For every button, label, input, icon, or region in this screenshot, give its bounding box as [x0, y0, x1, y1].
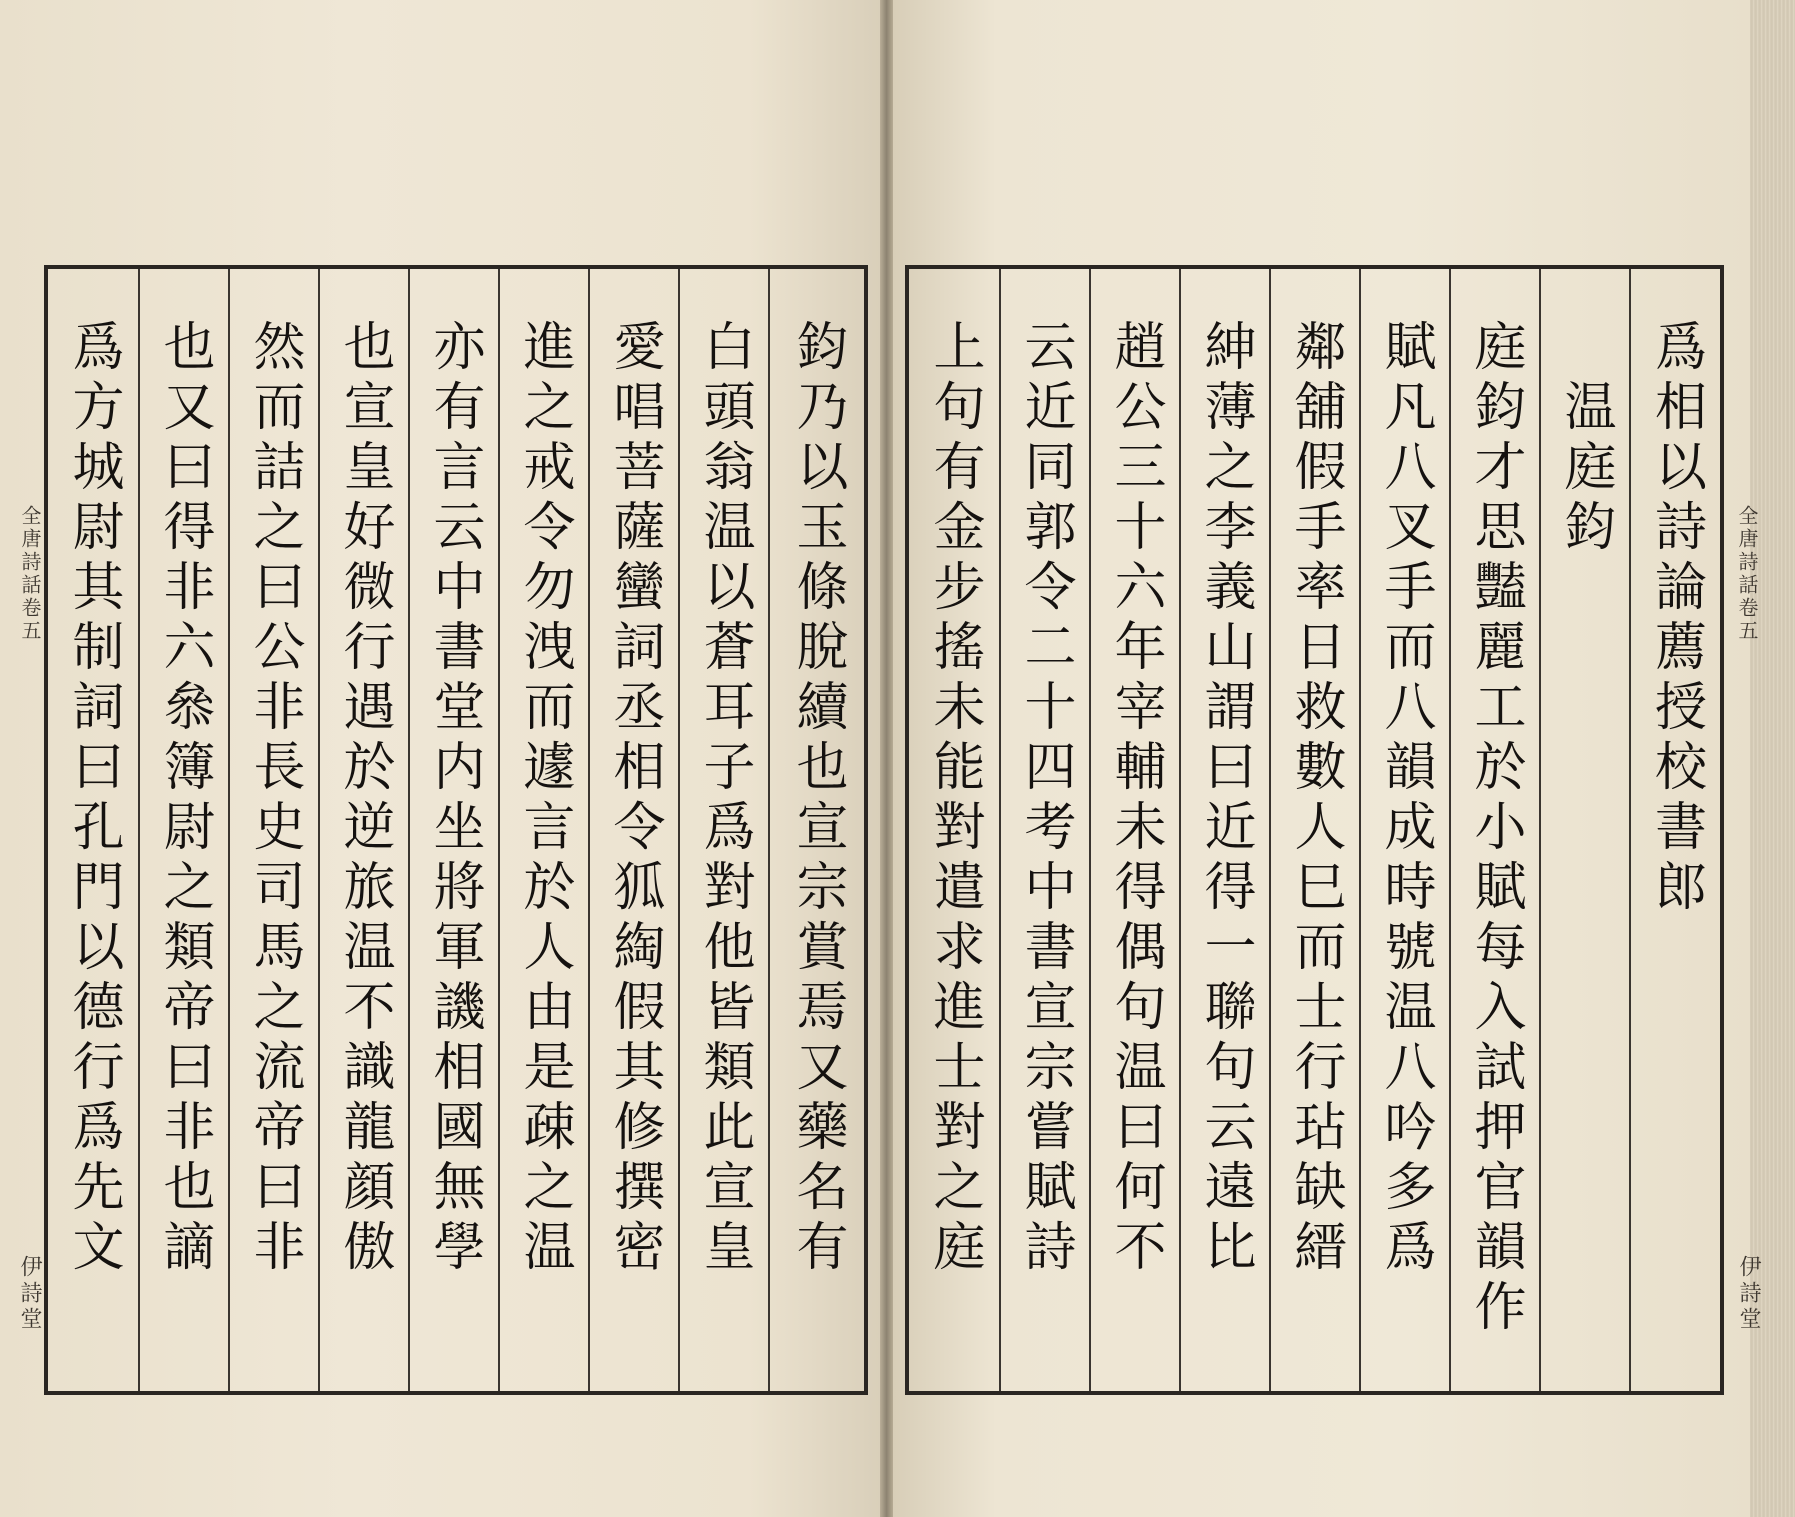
column-text: 進之戒令勿洩而遽言於人由是疎之温	[514, 319, 574, 1279]
right-column-9	[909, 269, 999, 1391]
column-text: 賦凡八叉手而八韻成時號温八吟多爲	[1375, 319, 1435, 1279]
column-text: 庭鈞才思豔麗工於小賦每入試押官韻作	[1465, 319, 1525, 1339]
right-column-2	[1539, 269, 1629, 1391]
block-heart-hall-name: 伊詩堂	[17, 1255, 42, 1333]
left-column-5	[408, 269, 498, 1391]
column-text: 鄰舖假手率日救數人巳而士行玷缺縉	[1285, 319, 1345, 1279]
right-column-1	[1629, 269, 1720, 1391]
left-column-8	[138, 269, 228, 1391]
column-text: 鈞乃以玉條脫續也宣宗賞焉又藥名有	[787, 319, 847, 1279]
column-text: 上句有金步搖未能對遣求進士對之庭	[924, 319, 984, 1279]
column-text: 愛唱菩薩蠻詞丞相令狐綯假其修撰密	[604, 319, 664, 1279]
left-page	[0, 0, 880, 1517]
left-text-frame	[44, 265, 868, 1395]
block-heart-title: 全唐詩話卷五	[1735, 505, 1759, 643]
left-column-9	[48, 269, 138, 1391]
column-text: 亦有言云中書堂内坐將軍譏相國無學	[424, 319, 484, 1279]
right-column-6	[1179, 269, 1269, 1391]
column-text: 紳薄之李義山謂曰近得一聯句云遠比	[1195, 319, 1255, 1279]
block-heart-title: 全唐詩話卷五	[18, 505, 42, 643]
left-column-7	[228, 269, 318, 1391]
left-column-6	[318, 269, 408, 1391]
left-column-3	[588, 269, 678, 1391]
right-column-5	[1269, 269, 1359, 1391]
column-text: 趙公三十六年宰輔未得偶句温曰何不	[1105, 319, 1165, 1279]
column-text: 爲相以詩論薦授校書郎	[1645, 319, 1706, 919]
column-text: 白頭翁温以蒼耳子爲對他皆類此宣皇	[694, 319, 754, 1279]
column-text: 温庭鈞	[1555, 379, 1615, 559]
right-column-4	[1359, 269, 1449, 1391]
left-column-4	[498, 269, 588, 1391]
left-column-2	[678, 269, 768, 1391]
left-column-1	[768, 269, 864, 1391]
right-column-8	[999, 269, 1089, 1391]
column-text: 爲方城尉其制詞曰孔門以德行爲先文	[63, 319, 123, 1279]
right-column-3	[1449, 269, 1539, 1391]
column-text: 也宣皇好微行遇於逆旅温不識龍顔傲	[334, 319, 394, 1279]
right-text-frame	[905, 265, 1724, 1395]
book-gutter	[880, 0, 893, 1517]
right-column-7	[1089, 269, 1179, 1391]
column-text: 也又曰得非六叅簿尉之類帝曰非也謫	[154, 319, 214, 1279]
block-heart-hall-name: 伊詩堂	[1736, 1255, 1761, 1333]
column-text: 云近同郭令二十四考中書宣宗嘗賦詩	[1015, 319, 1075, 1279]
column-text: 然而詰之曰公非長史司馬之流帝曰非	[244, 319, 304, 1279]
